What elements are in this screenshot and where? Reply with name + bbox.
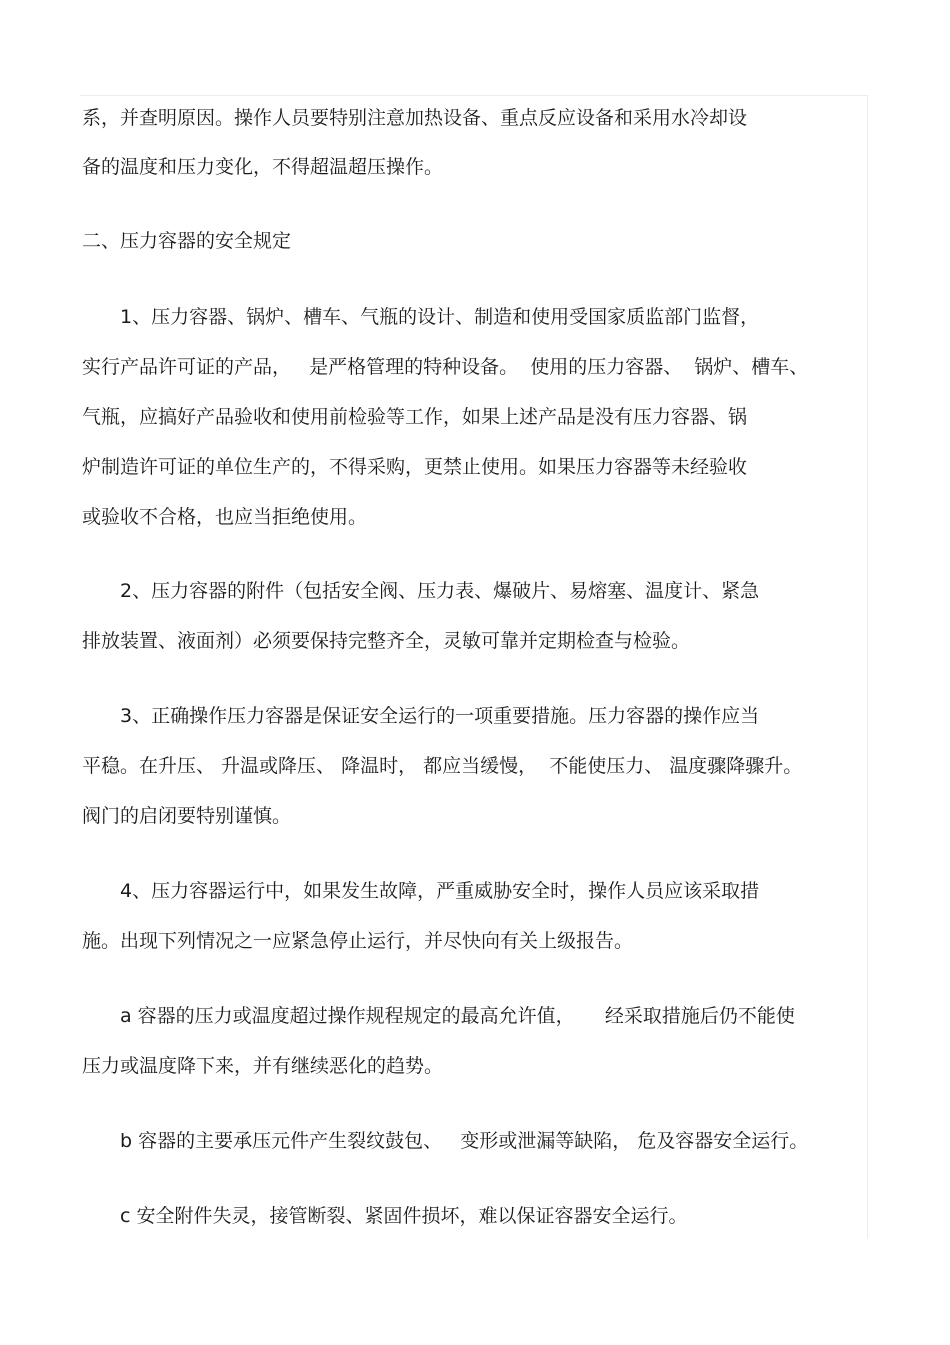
text-line: 备的温度和压力变化，不得超温超压操作。 [82, 156, 444, 178]
text-line: 平稳。在升压、 升温或降压、 降温时， 都应当缓慢， 不能使压力、 温度骤降骤升。 [82, 755, 803, 777]
text-line: 2、压力容器的附件（包括安全阀、压力表、爆破片、易熔塞、温度计、紧急 [120, 580, 760, 602]
text-line: 3、正确操作压力容器是保证安全运行的一项重要措施。压力容器的操作应当 [120, 705, 760, 727]
text-line: 系，并查明原因。操作人员要特别注意加热设备、重点反应设备和采用水冷却设 [82, 107, 748, 129]
text-line: 炉制造许可证的单位生产的，不得采购，更禁止使用。如果压力容器等未经验收 [82, 456, 748, 478]
text-line: 实行产品许可证的产品， 是严格管理的特种设备。 使用的压力容器、 锅炉、槽车、 [82, 356, 809, 378]
text-line: c 安全附件失灵，接管断裂、紧固件损坏，难以保证容器安全运行。 [120, 1205, 688, 1227]
text-line: 4、压力容器运行中，如果发生故障，严重威胁安全时，操作人员应该采取措 [120, 880, 760, 902]
text-line: b 容器的主要承压元件产生裂纹鼓包、 变形或泄漏等缺陷， 危及容器安全运行。 [120, 1130, 809, 1152]
text-line: 排放装置、液面剂）必须要保持完整齐全，灵敏可靠并定期检查与检验。 [82, 630, 691, 652]
text-line: 气瓶，应搞好产品验收和使用前检验等工作，如果上述产品是没有压力容器、锅 [82, 406, 748, 428]
text-line: 1、压力容器、锅炉、槽车、气瓶的设计、制造和使用受国家质监部门监督， [120, 306, 760, 328]
text-line: 阀门的启闭要特别谨慎。 [82, 805, 292, 827]
text-line: 施。出现下列情况之一应紧急停止运行，并尽快向有关上级报告。 [82, 930, 634, 952]
section-heading: 二、压力容器的安全规定 [82, 230, 292, 252]
text-line: a 容器的压力或温度超过操作规程规定的最高允许值， 经采取措施后仍不能使 [120, 1005, 795, 1027]
text-line: 压力或温度降下来，并有继续恶化的趋势。 [82, 1055, 444, 1077]
text-line: 或验收不合格，也应当拒绝使用。 [82, 506, 368, 528]
